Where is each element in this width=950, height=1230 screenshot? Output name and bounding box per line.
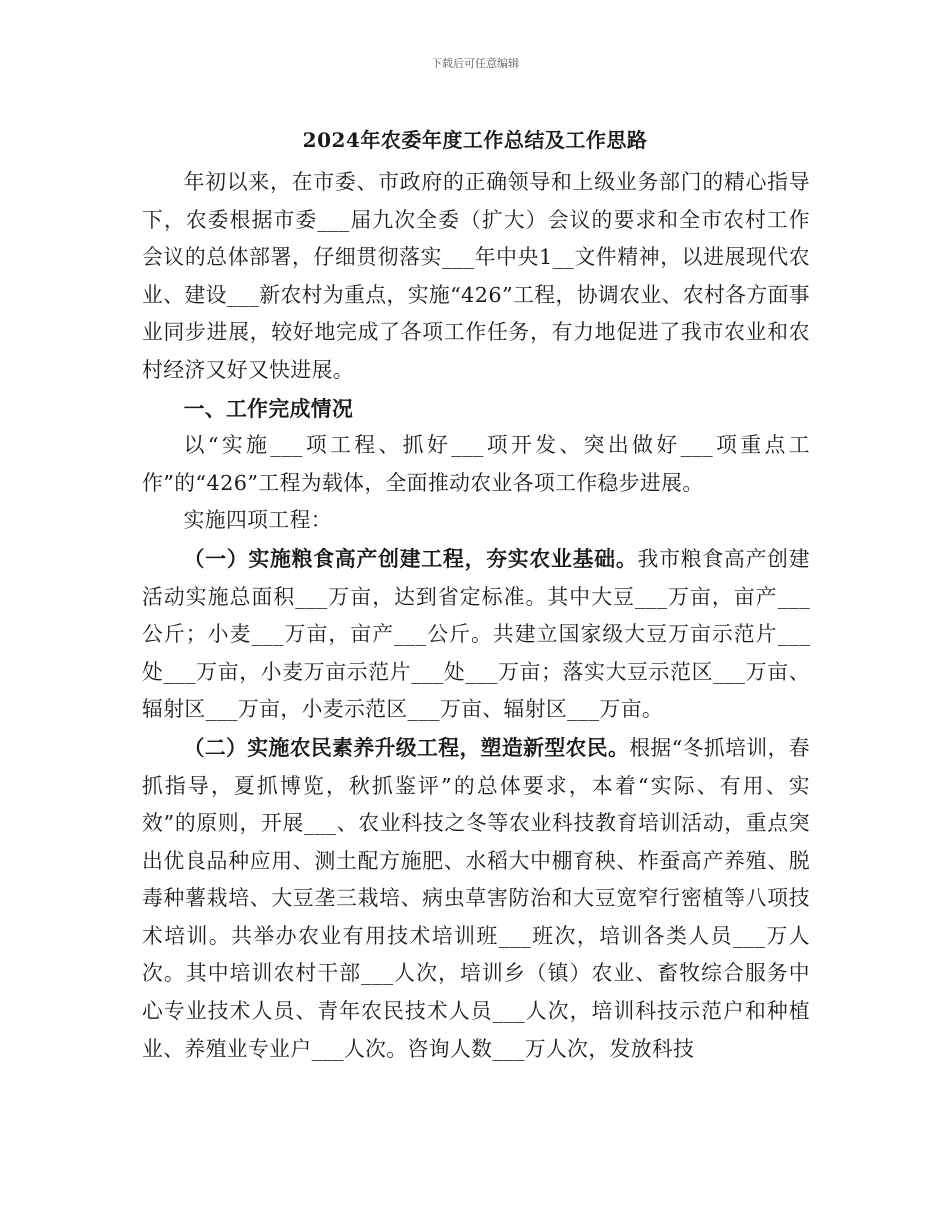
item-two-lead: （二）实施农民素养升级工程，塑造新型农民。 — [183, 734, 630, 760]
intro-paragraph — [142, 164, 810, 390]
document-title: 2024年农委年度工作总结及工作思路 — [302, 128, 648, 152]
paragraph-text: 我市粮食高产创建活动实施总面积___万亩，达到省定标准。其中大豆___万亩，亩产___公斤；小麦___万亩，亩产___公斤。共建立国家级大豆万亩示范片___处___万亩，小麦万亩示范片___处___万亩；落实大豆示范区___万亩、辐射区___万亩，小麦示范区___万亩、辐射区___万亩。 — [142, 546, 810, 722]
section-heading-text: 一、工作完成情况 — [183, 395, 354, 421]
paragraph-text: 根据“冬抓培训，春抓指导，夏抓博览，秋抓鉴评”的总体要求，本着“实际、有用、实效”的原则，开展___、农业科技之冬等农业科技教育培训活动，重点突出优良品种应用、测土配方施肥、水稻大中棚育秧、柞蚕高产养殖、脱毒种薯栽培、大豆垄三栽培、病虫草害防治和大豆宽窄行密植等八项技术培训。共举办农业有用技术培训班___班次，培训各类人员___万人次。其中培训农村干部___人次，培训乡（镇）农业、畜牧综合服务中心专业技术人员、青年农民技术人员___人次，培训科技示范户和种植业、养殖业专业户___人次。咨询人数___万人次，发放科技 — [142, 735, 810, 1061]
subheading-paragraph — [142, 502, 810, 540]
overview-paragraph — [142, 427, 810, 502]
paragraph-text: 年初以来，在市委、市政府的正确领导和上级业务部门的精心指导下，农委根据市委___届九次全委（扩大）会议的要求和全市农村工作会议的总体部署，仔细贯彻落实___年中央1__文件精神，以进展现代农业、建设___新农村为重点，实施“426”工程，协调农业、农村各方面事业同步进展，较好地完成了各项工作任务，有力地促进了我市农业和农村经济又好又快进展。 — [142, 170, 810, 382]
header-note: 下载后可任意编辑 — [431, 57, 519, 70]
item-one-paragraph — [142, 540, 810, 729]
item-two-paragraph — [142, 729, 810, 1068]
document-body — [142, 164, 810, 1068]
section-heading — [142, 390, 810, 428]
item-one-lead: （一）实施粮食高产创建工程，夯实农业基础。 — [183, 545, 638, 571]
paragraph-text: 以“实施___项工程、抓好___项开发、突出做好___项重点工作”的“426”工程为载体，全面推动农业各项工作稳步进展。 — [142, 433, 810, 495]
paragraph-text: 实施四项工程： — [183, 508, 332, 533]
